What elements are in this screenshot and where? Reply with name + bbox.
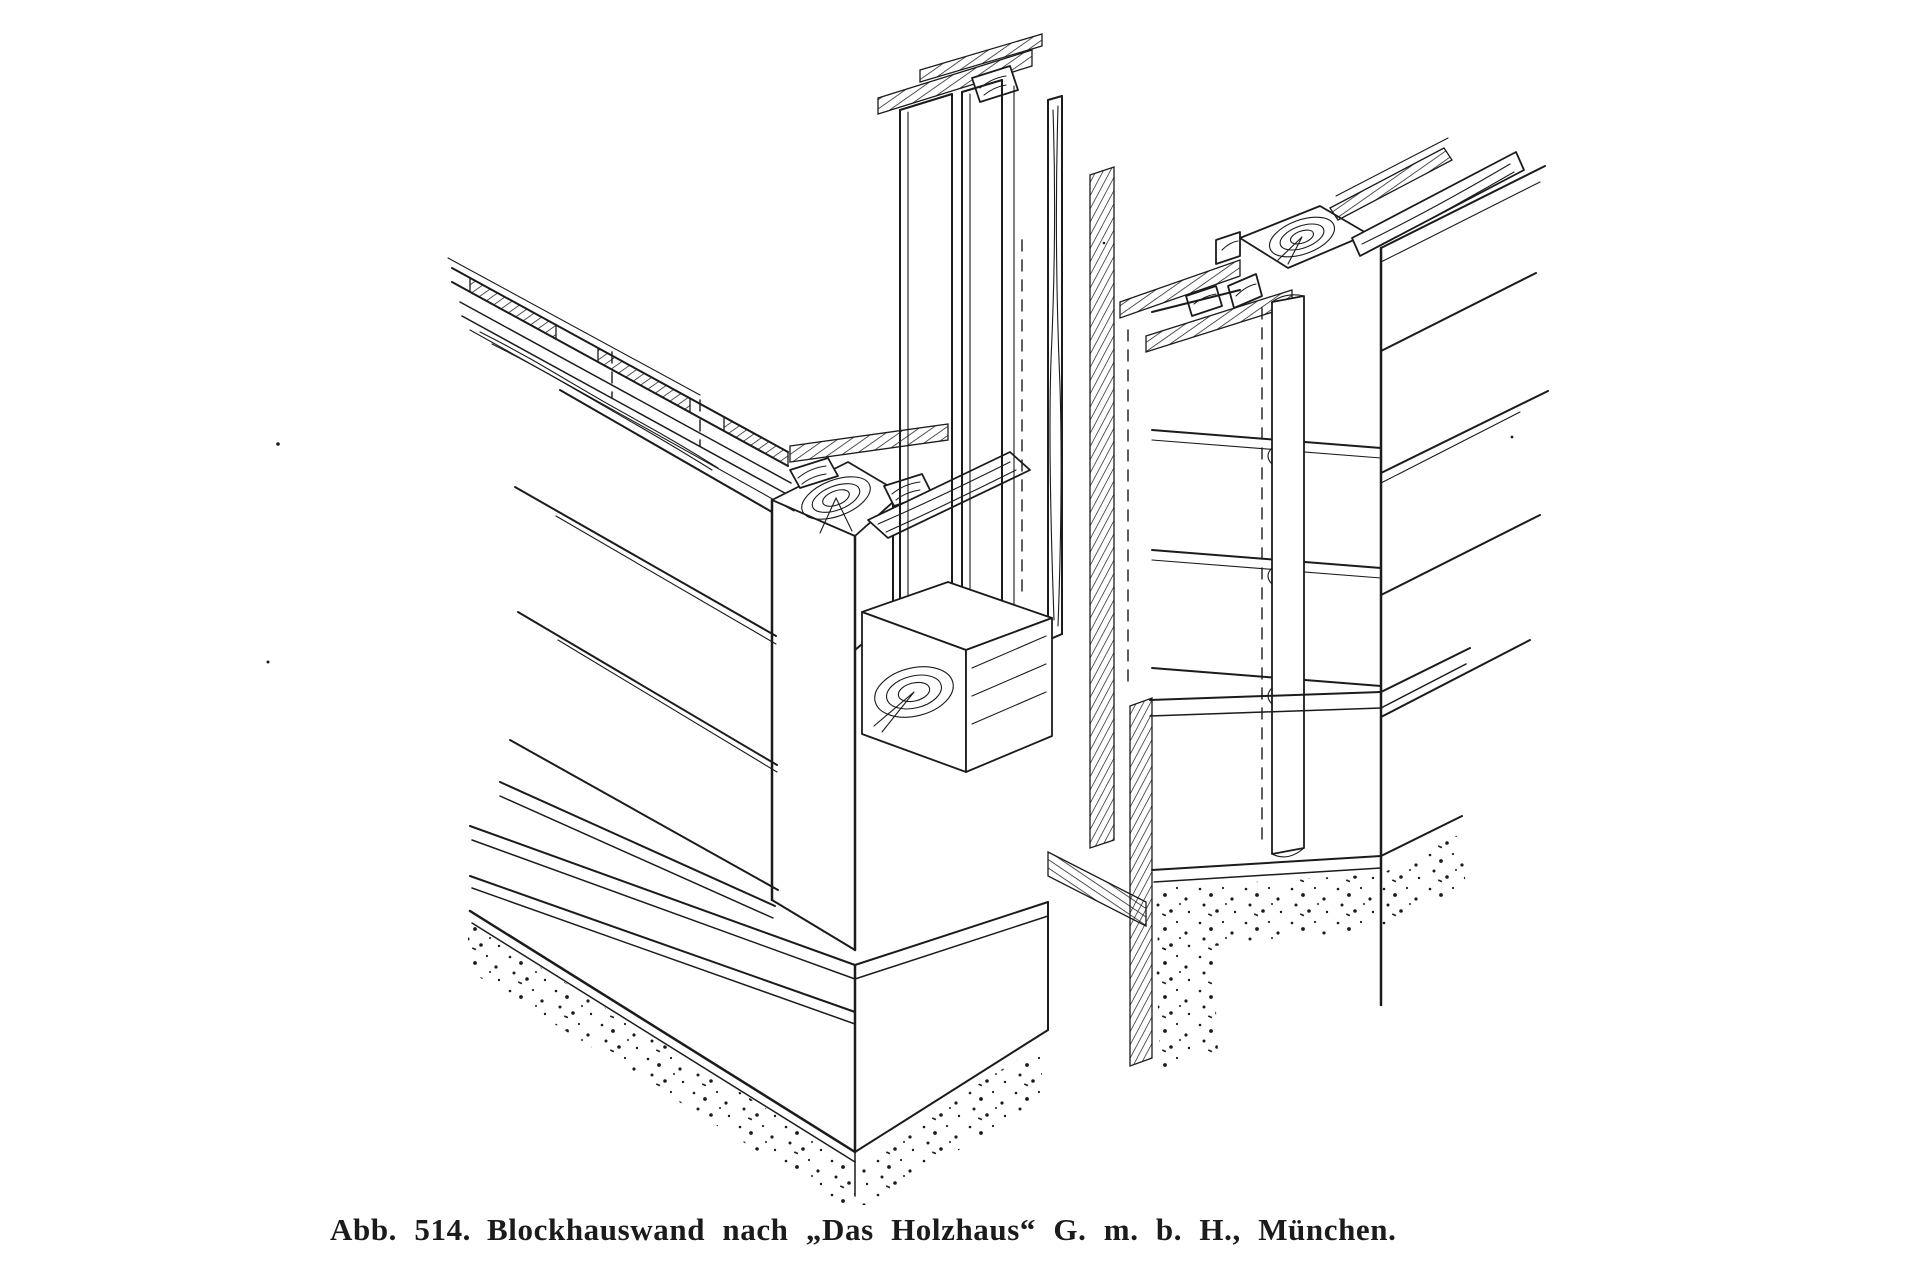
- right-wall-cut-batten: [1262, 295, 1304, 857]
- right-corner-assembly: [1120, 138, 1524, 352]
- figure-caption: [330, 1212, 1397, 1248]
- right-wall-sill: [1150, 648, 1470, 716]
- center-planks: [900, 80, 1022, 628]
- figure-caption-label: Abb. 514.: [330, 1212, 472, 1247]
- ground-stipple-channel: [1156, 930, 1218, 1070]
- ground-stipple-corner: [862, 1044, 1042, 1205]
- figure-caption-text: Blockhauswand nach „Das Holzhaus“ G. m. b. H., München.: [487, 1212, 1397, 1247]
- right-wall-far-boards: [1381, 166, 1548, 717]
- grained-board: [1048, 96, 1062, 640]
- paper-specks: [267, 242, 1514, 664]
- sill-beam-block: [862, 582, 1052, 772]
- left-wall: [448, 258, 794, 918]
- foundation-channel-hatch: [1130, 698, 1152, 1066]
- center-section: [862, 34, 1152, 1066]
- plinth-left: [468, 826, 1048, 1205]
- rail-to-post-1: [1120, 260, 1240, 318]
- center-top-rails: [878, 34, 1042, 114]
- plinth-right: [1152, 816, 1466, 1070]
- left-wall-boards: [500, 390, 778, 918]
- cut-plank-hatch: [1090, 167, 1114, 848]
- right-wall-near-boards: [1152, 430, 1381, 686]
- post-top-batten: [790, 424, 948, 462]
- right-post-end-grain: [1240, 206, 1368, 268]
- ground-stipple-left: [468, 922, 855, 1205]
- left-wall-top-rails: [448, 258, 794, 511]
- end-grain-bit-1: [1216, 232, 1240, 264]
